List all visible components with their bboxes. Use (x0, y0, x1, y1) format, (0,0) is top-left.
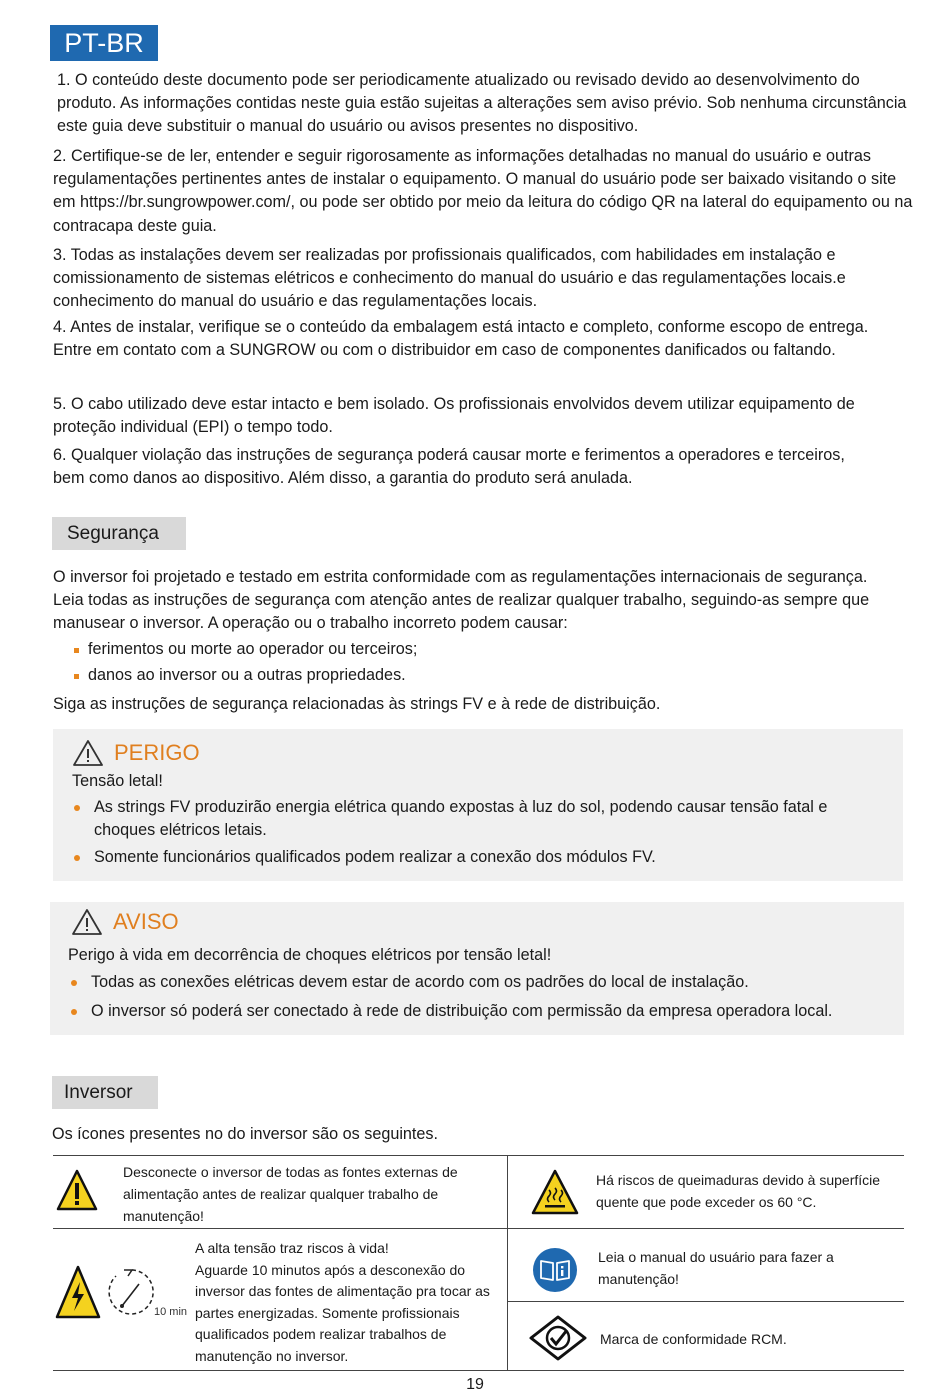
danger-header (72, 739, 200, 767)
list-item: ferimentos ou morte ao operador ou terceiros; (53, 636, 853, 662)
warning-triangle-icon (71, 908, 103, 936)
intro-item-4: 4. Antes de instalar, verifique se o conteúdo da embalagem está intacto e completo, conforme escopo de entrega. Entre em contato com a SUNGROW ou com o distribuidor em caso de componentes danificados ou faltando. (53, 318, 869, 360)
bullet-square-icon (74, 648, 79, 653)
table-divider (53, 1228, 507, 1229)
language-tag: PT-BR (50, 25, 158, 61)
danger-subtitle: Tensão letal! (72, 772, 163, 790)
intro-item-5: 5. O cabo utilizado deve estar intacto e bem isolado. Os profissionais envolvidos devem utilizar equipamento de proteção individual (EPI) o tempo todo. (53, 395, 855, 437)
section-title-safety: Segurança (52, 517, 186, 550)
warning-subtitle: Perigo à vida em decorrência de choques elétricos por tensão letal! (68, 946, 552, 964)
page-number: 19 (466, 1376, 484, 1393)
intro-item-6: 6. Qualquer violação das instruções de segurança poderá causar morte e ferimentos a operadores e terceiros, bem como danos ao dispositivo. Além disso, a garantia do produto será anulada. (53, 446, 845, 488)
rcm-mark-icon (529, 1315, 587, 1361)
bullet-dot-icon (71, 980, 77, 986)
section-title-inverter: Inversor (52, 1076, 158, 1109)
warning-list (50, 971, 900, 1027)
table-divider (508, 1228, 904, 1229)
danger-list (53, 796, 893, 874)
list-item: Todas as conexões elétricas devem estar de acordo com os padrões do local de instalação. (50, 971, 900, 994)
table-divider (507, 1156, 508, 1370)
danger-box (53, 729, 903, 881)
intro-item-2: 2. Certifique-se de ler, entender e seguir rigorosamente as informações detalhadas no manual do usuário e outras regulamentações pertinentes antes de instalar o equipamento. O manual do usuário pode ser baixado visitando o site em https://br.sungrowpower.com/, ou pode ser obtido por meio da leitura do código QR na lateral do equipamento ou na contracapa deste guia. (53, 147, 913, 235)
intro-item-1: 1. O conteúdo deste documento pode ser periodicamente atualizado ou revisado devido ao desenvolvimento do produto. As informações contidas neste guia estão sujeitas a alterações sem aviso prévio. Sob nenhuma circunstância este guia deve substituir o manual do usuário ou avisos presentes no dispositivo. (57, 71, 907, 136)
warning-triangle-icon (72, 739, 104, 767)
list-item: As strings FV produzirão energia elétrica quando expostas à luz do sol, podendo causar tensão fatal e choques elétricos letais. (53, 796, 893, 842)
timer-icon (108, 1266, 156, 1318)
inverter-icon-table (53, 1155, 904, 1371)
list-item: danos ao inversor ou a outras propriedades. (53, 662, 853, 688)
inverter-intro-text: Os ícones presentes no do inversor são os seguintes. (52, 1125, 439, 1143)
list-item: Somente funcionários qualificados podem realizar a conexão dos módulos FV. (53, 846, 893, 869)
bullet-dot-icon (74, 805, 80, 811)
warning-title: AVISO (113, 909, 179, 934)
table-divider (508, 1301, 904, 1302)
icon-desc-rcm: Marca de conformidade RCM. (600, 1331, 787, 1347)
bullet-dot-icon (74, 855, 80, 861)
warning-header (71, 908, 179, 936)
icon-desc-disconnect: Desconecte o inversor de todas as fontes externas de alimentação antes de realizar qualquer trabalho de manutenção! (123, 1164, 458, 1224)
list-item: O inversor só poderá ser conectado à rede de distribuição com permissão da empresa operadora local. (50, 1000, 900, 1023)
safety-footer-text: Siga as instruções de segurança relacionadas às strings FV e à rede de distribuição. (53, 695, 661, 713)
hot-surface-icon (531, 1168, 579, 1216)
high-voltage-icon (55, 1264, 101, 1320)
intro-item-3: 3. Todas as instalações devem ser realizadas por profissionais qualificados, com habilidades em instalação e comissionamento de sistemas elétricos e conhecimento do manual do usuário e das regulamentações locais.e conhecimento do manual do usuário e das regulamentações locais. (53, 246, 846, 311)
bullet-dot-icon (71, 1009, 77, 1015)
icon-desc-hot-surface: Há riscos de queimaduras devido à superfície quente que pode exceder os 60 °C. (596, 1172, 881, 1210)
icon-desc-high-voltage: A alta tensão traz riscos à vida! Aguarde 10 minutos após a desconexão do inversor das fontes de alimentação pra tocar as partes energizadas. Somente profissionais qualificados podem realizar trabalhos de manutenção no inversor. (195, 1240, 490, 1364)
read-manual-icon (532, 1247, 578, 1293)
danger-title: PERIGO (114, 740, 200, 765)
safety-text: O inversor foi projetado e testado em estrita conformidade com as regulamentações internacionais de segurança. Leia todas as instruções de segurança com atenção antes de realizar qualquer trabalho, seguindo-as sempre que manusear o inversor. A operação ou o trabalho incorreto podem causar: (53, 568, 870, 633)
safety-consequences-list (53, 636, 853, 688)
general-warning-icon (56, 1168, 98, 1212)
timer-label: 10 min (154, 1306, 188, 1318)
icon-desc-manual: Leia o manual do usuário para fazer a manutenção! (598, 1249, 834, 1287)
warning-box (50, 902, 904, 1035)
bullet-square-icon (74, 674, 79, 679)
